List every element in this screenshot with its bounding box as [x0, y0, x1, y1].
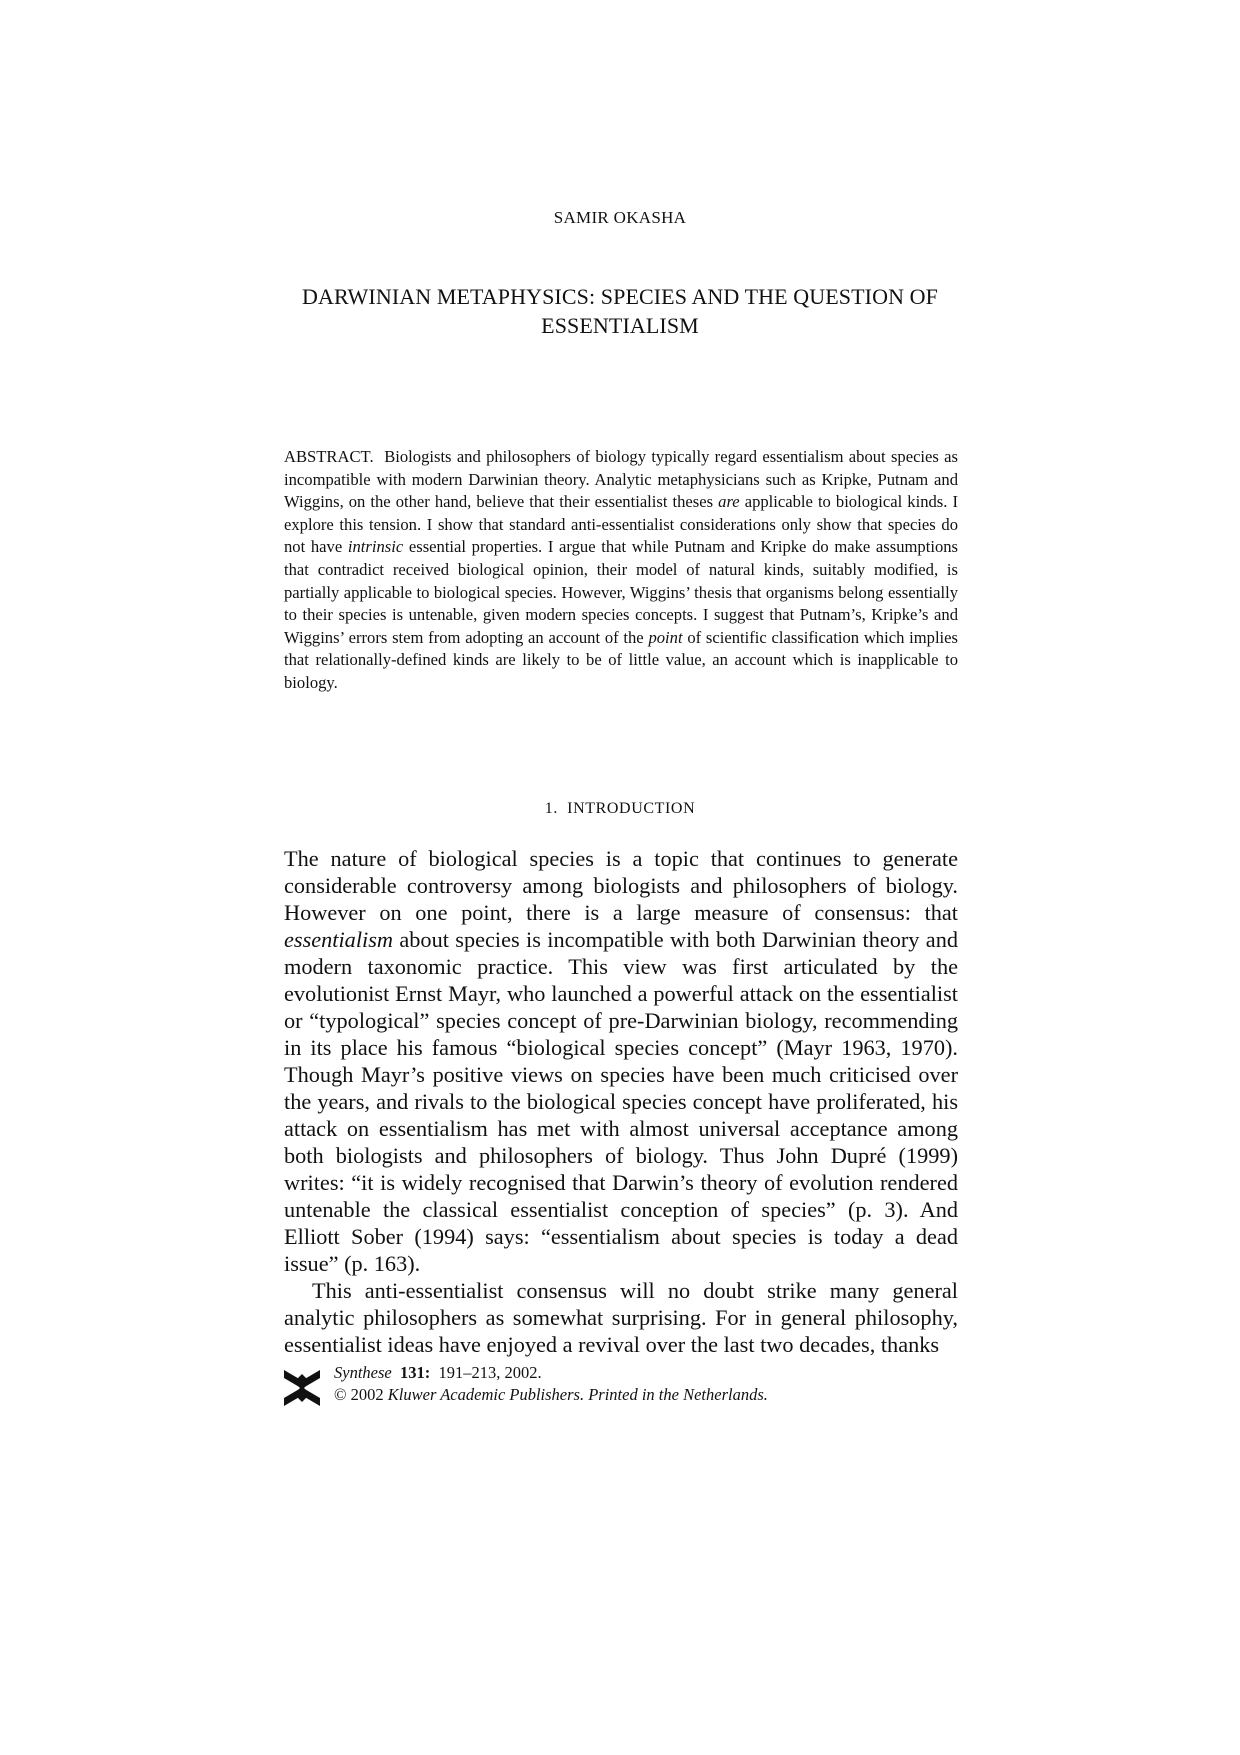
publisher: Kluwer Academic Publishers. Printed in the Netherlands. — [387, 1385, 768, 1404]
abstract — [284, 446, 958, 695]
section-title: INTRODUCTION — [567, 800, 696, 817]
paragraph — [284, 845, 958, 1277]
abstract-label: ABSTRACT. — [284, 447, 374, 466]
abstract-emphasis: point — [648, 627, 683, 647]
journal-name: Synthese — [334, 1363, 392, 1382]
section-number: 1. — [544, 800, 558, 817]
abstract-text: essential properties. I argue that while Putnam and Kripke do make assumptions that contradict received biological opinion, their model of natural kinds, suitably modified, is partially applicable to biological species. However, Wiggins’ thesis that organisms belong essentially to their species is untenable, given modern species concepts. I suggest that Putnam’s, Kripke’s and Wiggins’ errors stem from adopting an account of the — [284, 537, 958, 647]
section-heading — [0, 800, 1240, 818]
paragraph-text: about species is incompatible with both Darwinian theory and modern taxonomic practice. This view was first articulated by the evolutionist Ernst Mayr, who launched a powerful attack on the essentialist or “typological” species concept of pre-Darwinian biology, recommending in its place his famous “biological species concept” (Mayr 1963, 1970). Though Mayr’s positive views on species have been much criticised over the years, and rivals to the biological species concept have proliferated, his attack on essentialism has met with almost universal acceptance among both biologists and philosophers of biology. Thus John Dupré (1999) writes: “it is widely recognised that Darwin’s theory of evolution rendered untenable the classical essentialist conception of species” (p. 3). And Elliott Sober (1994) says: “essentialism about species is today a dead issue” (p. 163). — [284, 927, 958, 1276]
abstract-emphasis: are — [718, 492, 740, 512]
abstract-text: applicable to biological kinds. I explore this tension. I show that standard anti-essentialist considerations only show that species do not have — [284, 492, 958, 557]
journal-volume: 131: — [399, 1363, 431, 1382]
publisher-logo-icon — [284, 1368, 320, 1408]
body-text — [284, 845, 958, 1358]
copyright-line — [334, 1384, 904, 1406]
journal-citation — [334, 1362, 904, 1384]
journal-pages: 191–213, 2002. — [438, 1363, 542, 1382]
abstract-emphasis: intrinsic — [347, 537, 404, 557]
copyright: © 2002 — [334, 1385, 384, 1404]
paragraph-text: The nature of biological species is a topic that continues to generate considerable controversy among biologists and philosophers of biology. However on one point, there is a large measure of consensus: that — [284, 846, 958, 925]
abstract-text: Biologists and philosophers of biology typically regard essentialism about species as incompatible with modern Darwinian theory. Analytic metaphysicians such as Kripke, Putnam and Wiggins, on the other hand, believe that their essentialist theses — [284, 447, 958, 512]
publication-footer — [284, 1362, 904, 1406]
paragraph: This anti-essentialist consensus will no doubt strike many general analytic philosophers as somewhat surprising. For in general philosophy, essentialist ideas have enjoyed a revival over the last two decades, thanks — [284, 1278, 958, 1357]
abstract-text: of scientific classification which implies that relationally-defined kinds are likely to be of little value, an account which is inapplicable to biology. — [284, 627, 958, 692]
paper-title: DARWINIAN METAPHYSICS: SPECIES AND THE QUESTION OF ESSENTIALISM — [302, 284, 938, 338]
paragraph-emphasis: essentialism — [284, 927, 394, 952]
author-name: SAMIR OKASHA — [553, 208, 687, 227]
